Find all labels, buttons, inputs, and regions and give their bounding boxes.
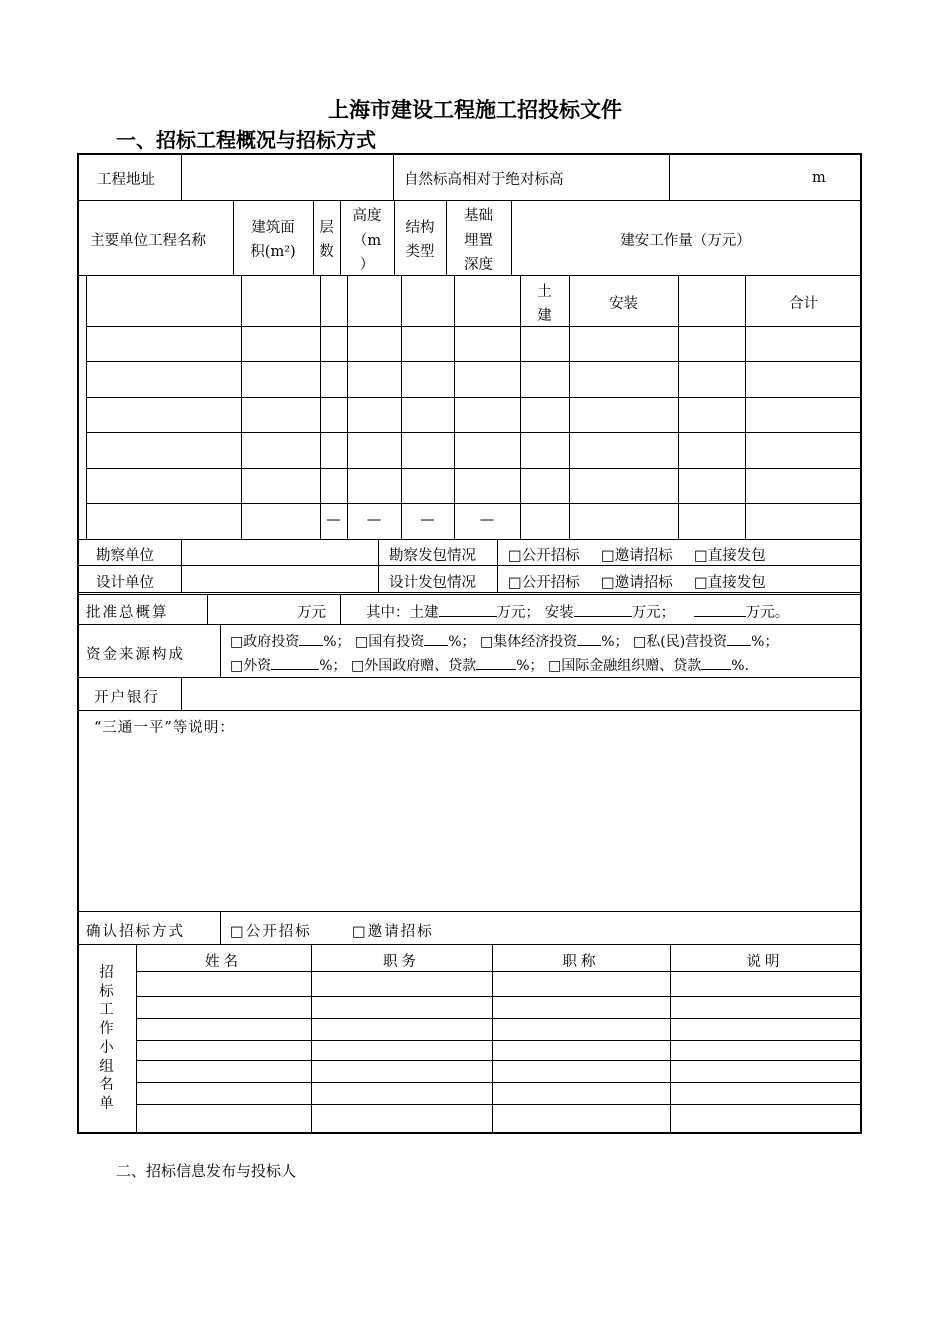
summary-dash: — <box>479 512 495 528</box>
address-label: 工程地址 <box>97 172 155 188</box>
design-invite-checkbox[interactable]: □邀请招标 <box>601 575 673 591</box>
document-title: 上海市建设工程施工招投标文件 <box>328 97 622 122</box>
design-direct-checkbox[interactable]: □直接发包 <box>694 575 766 591</box>
civil-header: 土 <box>537 284 552 300</box>
install-header: 安装 <box>609 296 638 312</box>
table-bottom-border <box>77 1132 862 1134</box>
section2-heading: 二、招标信息发布与投标人 <box>116 1162 297 1180</box>
survey-invite-checkbox[interactable]: □邀请招标 <box>601 548 673 564</box>
total-header: 合计 <box>789 296 818 312</box>
elevation-unit: m <box>812 170 826 186</box>
budget-unit: 万元 <box>297 605 326 621</box>
survey-direct-checkbox[interactable]: □直接发包 <box>694 548 766 564</box>
design-open-checkbox[interactable]: □公开招标 <box>508 575 580 591</box>
summary-dash: — <box>366 512 382 528</box>
design-unit-label: 设计单位 <box>96 575 154 591</box>
survey-unit-label: 勘察单位 <box>96 548 154 564</box>
confirm-invite-checkbox[interactable]: □邀请招标 <box>352 924 434 940</box>
area-header: 建筑面 <box>251 220 295 236</box>
foundation-header: 基础 <box>464 208 493 224</box>
funding-line2: □外资 %； □外国政府赠、贷款 %； □国际金融组织赠、贷款 %. <box>230 655 749 675</box>
elevation-label: 自然标高相对于绝对标高 <box>404 172 564 188</box>
summary-dash: — <box>420 512 435 528</box>
height-header: 高度 <box>352 208 382 224</box>
col-title: 职称 <box>562 954 600 970</box>
bank-label: 开户银行 <box>94 690 160 706</box>
structure-header: 结构 <box>405 220 435 236</box>
design-contract-label: 设计发包情况 <box>389 575 476 591</box>
survey-contract-label: 勘察发包情况 <box>389 548 476 564</box>
funding-label: 资金来源构成 <box>86 647 185 663</box>
col-name: 姓名 <box>205 954 242 970</box>
floors-header: 层 <box>319 220 334 236</box>
group-side-label: 招 标 工 作 小 组 名 单 <box>99 965 114 1112</box>
confirm-label: 确认招标方式 <box>86 924 185 940</box>
confirm-open-checkbox[interactable]: □公开招标 <box>230 924 312 940</box>
summary-dash: — <box>326 512 341 528</box>
col-note: 说明 <box>746 954 784 970</box>
section1-heading: 一、招标工程概况与招标方式 <box>116 128 376 152</box>
table-top-border <box>77 153 862 155</box>
budget-label: 批准总概算 <box>86 605 169 621</box>
funding-line1: □政府投资 %； □国有投资 %； □集体经济投资 %； □私(民)营投资 %； <box>230 631 778 651</box>
budget-breakdown: 其中：土建 万元； 安装 万元； 万元。 <box>366 601 789 622</box>
col-position: 职务 <box>383 954 420 970</box>
unit-name-header: 主要单位工程名称 <box>90 233 206 249</box>
workload-header: 建安工作量（万元） <box>620 233 751 249</box>
survey-open-checkbox[interactable]: □公开招标 <box>508 548 580 564</box>
explain-label: “三通一平”等说明： <box>94 720 235 736</box>
